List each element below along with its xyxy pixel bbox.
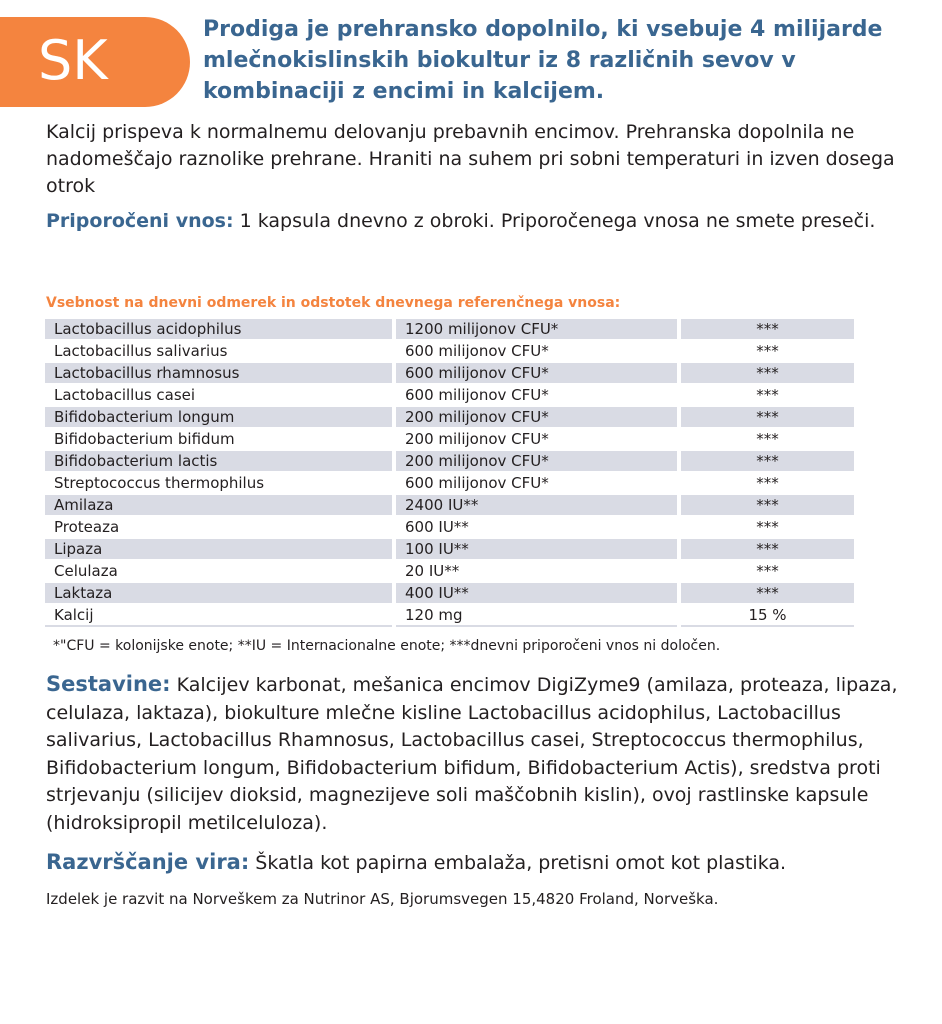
nutrient-name: Proteaza	[45, 517, 392, 539]
product-headline: Prodiga je prehransko dopolnilo, ki vsebuje 4 milijarde mlečnokislinskih biokultur iz 8 različnih sevov v kombinaciji z encimi in kalcijem.	[203, 17, 883, 104]
nutrient-amount: 100 IU**	[396, 539, 677, 561]
origin-note: Izdelek je razvit na Norveškem za Nutrinor AS, Bjorumsvegen 15,4820 Froland, Norveška.	[46, 890, 719, 908]
ingredients-text: Kalcijev karbonat, mešanica encimov DigiZyme9 (amilaza, proteaza, lipaza, celulaza, laktaza), biokulture mlečne kisline Lactobacillus acidophilus, Lactobacillus salivarius, Lactobacillus Rhamnosus, Lactobacillus casei, Streptococcus thermophilus, Bifidobacterium longum, Bifidobacterium bifidum, Bifidobacterium Actis), sredstva proti strjevanju (silicijev dioksid, magnezijeve soli maščobnih kislin), ovoj rastlinske kapsule (hidroksipropil metilceluloza).	[46, 674, 898, 834]
nutrient-dri: ***	[681, 583, 854, 605]
table-row	[45, 319, 854, 341]
table-row	[45, 363, 854, 385]
table-row	[45, 429, 854, 451]
nutrient-name: Kalcij	[45, 605, 392, 627]
table-row	[45, 583, 854, 605]
nutrient-amount: 600 milijonov CFU*	[396, 385, 677, 407]
nutrient-dri: ***	[681, 319, 854, 341]
nutrient-amount: 120 mg	[396, 605, 677, 627]
nutrient-dri: ***	[681, 561, 854, 583]
nutrient-dri: ***	[681, 451, 854, 473]
nutrient-dri: ***	[681, 341, 854, 363]
nutrient-amount: 600 IU**	[396, 517, 677, 539]
nutrient-name: Bifidobacterium longum	[45, 407, 392, 429]
nutrient-dri: ***	[681, 429, 854, 451]
nutrient-amount: 600 milijonov CFU*	[396, 363, 677, 385]
table-row	[45, 385, 854, 407]
nutrient-name: Amilaza	[45, 495, 392, 517]
nutrition-table	[41, 319, 858, 627]
ingredients-paragraph	[46, 671, 916, 837]
nutrient-amount: 600 milijonov CFU*	[396, 473, 677, 495]
table-row	[45, 451, 854, 473]
intro-paragraph: Kalcij prispeva k normalnemu delovanju prebavnih encimov. Prehranska dopolnila ne nadomeščajo raznolike prehrane. Hraniti na suhem pri sobni temperaturi in izven dosega otrok	[46, 121, 895, 197]
waste-sorting-label: Razvrščanje vira:	[46, 850, 250, 874]
nutrient-dri: ***	[681, 363, 854, 385]
table-row	[45, 561, 854, 583]
ingredients-label: Sestavine:	[46, 672, 171, 696]
nutrient-amount: 400 IU**	[396, 583, 677, 605]
nutrient-dri: ***	[681, 495, 854, 517]
recommended-dose	[46, 208, 906, 235]
table-title: Vsebnost na dnevni odmerek in odstotek dnevnega referenčnega vnosa:	[46, 295, 621, 311]
language-badge	[0, 17, 190, 107]
nutrient-amount: 200 milijonov CFU*	[396, 407, 677, 429]
recommended-dose-text: 1 kapsula dnevno z obroki. Priporočenega vnosa ne smete preseči.	[233, 210, 876, 232]
nutrient-name: Lipaza	[45, 539, 392, 561]
nutrient-amount: 2400 IU**	[396, 495, 677, 517]
table-row	[45, 539, 854, 561]
table-row	[45, 605, 854, 627]
nutrient-name: Lactobacillus casei	[45, 385, 392, 407]
waste-sorting	[46, 848, 906, 877]
nutrient-name: Lactobacillus salivarius	[45, 341, 392, 363]
nutrient-name: Bifidobacterium lactis	[45, 451, 392, 473]
nutrient-dri: ***	[681, 385, 854, 407]
nutrient-name: Streptococcus thermophilus	[45, 473, 392, 495]
nutrient-name: Lactobacillus rhamnosus	[45, 363, 392, 385]
table-row	[45, 473, 854, 495]
table-row	[45, 517, 854, 539]
nutrient-name: Bifidobacterium bifidum	[45, 429, 392, 451]
recommended-dose-label: Priporočeni vnos:	[46, 210, 234, 232]
nutrient-dri: ***	[681, 473, 854, 495]
nutrient-dri: ***	[681, 517, 854, 539]
nutrient-name: Laktaza	[45, 583, 392, 605]
nutrient-dri: ***	[681, 539, 854, 561]
table-footnote: *"CFU = kolonijske enote; **IU = Internacionalne enote; ***dnevni priporočeni vnos ni določen.	[53, 638, 721, 654]
table-row	[45, 407, 854, 429]
table-row	[45, 341, 854, 363]
nutrient-amount: 600 milijonov CFU*	[396, 341, 677, 363]
nutrient-dri: 15 %	[681, 605, 854, 627]
nutrient-dri: ***	[681, 407, 854, 429]
nutrient-amount: 20 IU**	[396, 561, 677, 583]
nutrient-amount: 200 milijonov CFU*	[396, 429, 677, 451]
waste-sorting-text: Škatla kot papirna embalaža, pretisni omot kot plastika.	[249, 852, 787, 874]
language-code: SK	[38, 29, 108, 92]
nutrient-name: Celulaza	[45, 561, 392, 583]
nutrient-name: Lactobacillus acidophilus	[45, 319, 392, 341]
nutrient-amount: 1200 milijonov CFU*	[396, 319, 677, 341]
table-row	[45, 495, 854, 517]
nutrient-amount: 200 milijonov CFU*	[396, 451, 677, 473]
